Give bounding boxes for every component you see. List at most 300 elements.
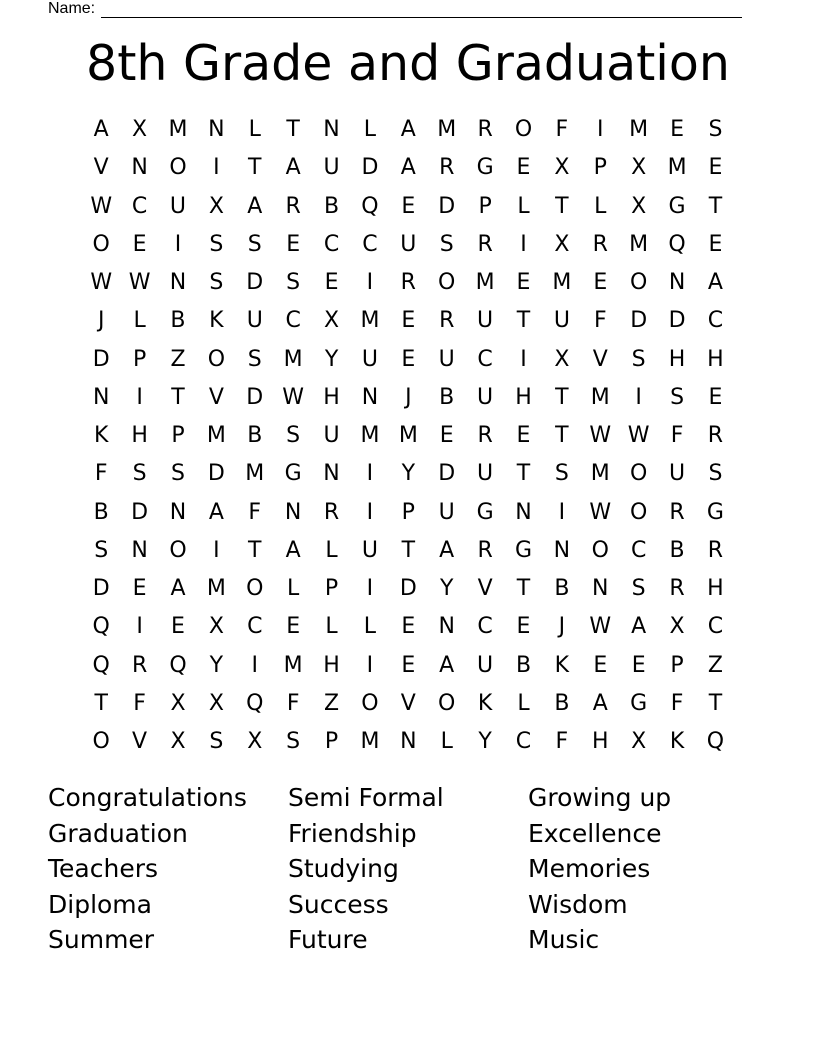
grid-letter: U <box>323 423 340 448</box>
grid-letter: C <box>362 231 378 257</box>
grid-letter: T <box>401 537 416 563</box>
grid-letter: J <box>97 308 105 334</box>
grid-letter: F <box>286 690 300 716</box>
grid-letter: Q <box>169 652 187 678</box>
grid-letter: A <box>400 155 416 181</box>
grid-letter: G <box>630 690 648 716</box>
grid-letter: U <box>669 461 686 487</box>
grid-letter: E <box>516 155 531 181</box>
grid-letter: A <box>93 117 109 142</box>
grid-letter: O <box>246 576 264 601</box>
grid-letter: I <box>520 231 527 257</box>
grid-letter: R <box>131 652 148 678</box>
word-list-item: Growing up <box>528 783 672 812</box>
word-list-item: Music <box>528 925 600 954</box>
grid-letter: P <box>478 193 492 219</box>
grid-letter: A <box>631 614 647 640</box>
grid-letter: E <box>324 270 339 295</box>
grid-letter: M <box>552 270 572 295</box>
grid-letter: G <box>476 155 494 181</box>
grid-letter: W <box>90 193 113 219</box>
grid-letter: U <box>477 461 494 487</box>
grid-letter: K <box>93 423 109 448</box>
word-list-item: Memories <box>528 854 651 883</box>
grid-letter: M <box>283 652 303 678</box>
grid-letter: L <box>594 193 607 219</box>
grid-letter: R <box>707 423 724 448</box>
grid-letter: T <box>94 690 108 716</box>
grid-letter: A <box>170 576 186 601</box>
grid-letter: N <box>169 499 187 525</box>
grid-letter: X <box>208 193 224 219</box>
grid-letter: E <box>516 423 531 448</box>
grid-letter: K <box>669 729 685 754</box>
grid-letter: X <box>669 614 685 640</box>
grid-letter: O <box>438 690 456 716</box>
grid-letter: V <box>93 155 109 181</box>
grid-letter: E <box>401 614 416 640</box>
grid-letter: F <box>555 729 569 754</box>
grid-letter: B <box>247 423 263 448</box>
word-list-item: Summer <box>48 925 155 954</box>
grid-letter: S <box>286 729 301 754</box>
grid-letter: N <box>515 499 532 525</box>
grid-letter: T <box>708 193 723 219</box>
grid-letter: L <box>325 537 338 563</box>
grid-letter: M <box>360 729 380 754</box>
grid-letter: F <box>670 690 684 716</box>
grid-letter: C <box>515 729 532 754</box>
grid-letter: I <box>558 499 566 525</box>
grid-letter: L <box>133 308 146 334</box>
grid-letter: E <box>708 155 723 181</box>
grid-letter: I <box>251 652 258 678</box>
grid-letter: W <box>589 614 612 640</box>
grid-letter: H <box>707 346 724 372</box>
grid-letter: W <box>128 270 151 295</box>
grid-letter: X <box>132 117 148 142</box>
grid-letter: C <box>247 614 263 640</box>
grid-letter: T <box>708 690 723 716</box>
grid-letter: M <box>206 423 226 448</box>
grid-letter: A <box>439 652 455 678</box>
grid-letter: Z <box>324 690 340 716</box>
grid-letter: C <box>477 614 493 640</box>
grid-letter: N <box>131 155 148 181</box>
grid-letter: X <box>170 729 186 754</box>
grid-letter: M <box>206 576 226 601</box>
grid-letter: G <box>668 193 686 219</box>
grid-letter: E <box>401 308 416 334</box>
grid-letter: E <box>132 576 147 601</box>
grid-letter: I <box>635 384 642 410</box>
grid-letter: I <box>597 117 604 142</box>
grid-letter: C <box>131 193 148 219</box>
word-list-item: Future <box>288 925 368 954</box>
grid-letter: O <box>92 231 110 257</box>
grid-letter: D <box>207 461 225 487</box>
grid-letter: D <box>92 346 110 372</box>
grid-letter: T <box>516 308 531 334</box>
grid-letter: Z <box>707 652 723 678</box>
grid-letter: C <box>285 308 301 334</box>
grid-letter: E <box>401 652 416 678</box>
grid-letter: V <box>400 690 416 716</box>
grid-letter: S <box>708 461 723 487</box>
grid-letter: F <box>670 423 684 448</box>
grid-letter: U <box>323 155 340 181</box>
grid-letter: S <box>286 423 301 448</box>
grid-letter: P <box>324 729 339 754</box>
grid-letter: A <box>400 117 416 142</box>
grid-letter: S <box>209 270 224 295</box>
word-list-item: Wisdom <box>528 889 628 919</box>
grid-letter: L <box>363 117 377 142</box>
grid-letter: R <box>477 231 493 257</box>
grid-letter: W <box>589 423 612 448</box>
grid-letter: T <box>286 117 300 142</box>
grid-letter: B <box>170 308 186 334</box>
grid-letter: A <box>439 537 455 563</box>
grid-letter: O <box>630 499 648 525</box>
grid-letter: V <box>477 576 493 601</box>
grid-letter: S <box>708 117 723 142</box>
grid-letter: C <box>477 346 493 372</box>
grid-letter: K <box>554 652 570 678</box>
grid-letter: T <box>555 384 569 410</box>
grid-letter: E <box>171 614 185 640</box>
grid-letter: G <box>284 461 302 487</box>
grid-letter: I <box>136 614 143 640</box>
grid-letter: F <box>94 461 108 487</box>
grid-letter: E <box>670 117 684 142</box>
page-title: 8th Grade and Graduation <box>86 35 730 92</box>
grid-letter: P <box>670 652 684 678</box>
grid-letter: N <box>361 384 379 410</box>
grid-letter: H <box>515 384 532 410</box>
grid-letter: T <box>516 461 531 487</box>
grid-letter: M <box>398 423 418 448</box>
grid-letter: R <box>285 193 301 219</box>
grid-letter: D <box>630 308 648 334</box>
grid-letter: D <box>92 576 110 601</box>
grid-letter: E <box>708 231 723 257</box>
grid-letter: I <box>366 652 374 678</box>
grid-letter: S <box>439 231 454 257</box>
grid-letter: W <box>282 384 305 410</box>
grid-letter: H <box>131 423 148 448</box>
grid-letter: M <box>283 346 303 372</box>
grid-letter: E <box>286 614 301 640</box>
grid-letter: Y <box>478 729 492 754</box>
grid-letter: E <box>593 652 608 678</box>
grid-letter: F <box>248 499 262 525</box>
grid-letter: D <box>131 499 149 525</box>
grid-letter: N <box>400 729 417 754</box>
grid-letter: Y <box>439 576 454 601</box>
grid-letter: N <box>131 537 148 563</box>
grid-letter: O <box>169 537 187 563</box>
grid-letter: A <box>247 193 263 219</box>
grid-letter: P <box>593 155 607 181</box>
grid-letter: L <box>248 117 261 142</box>
grid-letter: M <box>590 461 610 487</box>
grid-letter: A <box>285 537 301 563</box>
grid-letter: S <box>170 461 185 487</box>
grid-letter: K <box>209 308 224 334</box>
grid-letter: X <box>208 690 224 716</box>
grid-letter: I <box>213 537 220 563</box>
grid-letter: N <box>92 384 110 410</box>
grid-letter: M <box>168 117 188 142</box>
grid-letter: E <box>516 614 531 640</box>
word-list-item: Congratulations <box>48 783 247 812</box>
name-underline <box>101 2 742 18</box>
grid-letter: S <box>286 270 301 295</box>
grid-letter: U <box>246 308 263 334</box>
word-list <box>48 780 768 958</box>
grid-letter: H <box>323 652 340 678</box>
grid-letter: E <box>516 270 531 295</box>
word-list-item: Studying <box>288 854 399 883</box>
grid-letter: X <box>247 729 263 754</box>
grid-letter: O <box>92 729 110 754</box>
word-list-item: Graduation <box>48 818 188 848</box>
grid-letter: G <box>514 537 533 563</box>
grid-letter: X <box>554 231 570 257</box>
grid-letter: O <box>514 117 533 142</box>
grid-letter: V <box>592 346 608 372</box>
grid-letter: E <box>286 231 301 257</box>
grid-letter: L <box>363 614 377 640</box>
grid-letter: T <box>516 576 531 601</box>
grid-letter: N <box>592 576 609 601</box>
grid-letter: B <box>554 690 570 716</box>
word-list-item: Friendship <box>288 818 417 848</box>
grid-letter: M <box>629 117 649 142</box>
grid-letter: H <box>592 729 609 754</box>
grid-letter: K <box>477 690 493 716</box>
grid-letter: X <box>324 308 340 334</box>
word-list-item: Diploma <box>48 889 152 919</box>
grid-letter: M <box>437 117 457 142</box>
grid-letter: M <box>667 155 687 181</box>
grid-letter: P <box>132 346 147 372</box>
grid-letter: M <box>629 231 649 257</box>
grid-letter: F <box>555 117 569 142</box>
grid-letter: E <box>631 652 646 678</box>
grid-letter: O <box>630 461 648 487</box>
grid-letter: C <box>707 308 724 334</box>
grid-letter: S <box>554 461 569 487</box>
grid-letter: H <box>707 576 724 601</box>
grid-letter: R <box>477 537 493 563</box>
grid-letter: L <box>517 690 530 716</box>
grid-letter: I <box>366 499 374 525</box>
grid-letter: X <box>554 346 570 372</box>
grid-letter: I <box>136 384 143 410</box>
grid-letter: X <box>631 193 647 219</box>
grid-letter: R <box>439 155 455 181</box>
grid-letter: Q <box>246 690 264 716</box>
grid-letter: S <box>631 576 646 601</box>
grid-letter: U <box>400 231 417 257</box>
word-list-item: Success <box>288 889 389 919</box>
grid-letter: N <box>438 614 455 640</box>
grid-letter: B <box>554 576 570 601</box>
grid-letter: W <box>627 423 650 448</box>
grid-letter: D <box>399 576 417 601</box>
grid-letter: O <box>438 270 456 295</box>
grid-letter: F <box>593 308 607 334</box>
grid-letter: I <box>213 155 220 181</box>
grid-letter: S <box>631 346 646 372</box>
grid-letter: E <box>401 193 416 219</box>
grid-letter: I <box>366 576 374 601</box>
grid-letter: G <box>476 499 494 525</box>
grid-letter: X <box>631 155 647 181</box>
grid-letter: R <box>439 308 455 334</box>
grid-letter: E <box>708 384 723 410</box>
grid-letter: N <box>284 499 302 525</box>
grid-letter: M <box>360 423 380 448</box>
grid-letter: R <box>707 537 724 563</box>
grid-letter: S <box>209 231 224 257</box>
grid-letter: O <box>169 155 187 181</box>
grid-letter: D <box>246 384 264 410</box>
grid-letter: L <box>287 576 300 601</box>
grid-letter: I <box>366 270 374 295</box>
grid-letter: T <box>248 537 262 563</box>
grid-letter: B <box>515 652 532 678</box>
grid-letter: P <box>324 576 339 601</box>
grid-letter: B <box>439 384 455 410</box>
grid-letter: A <box>285 155 301 181</box>
grid-letter: C <box>707 614 724 640</box>
grid-letter: J <box>405 384 412 410</box>
grid-letter: Q <box>92 614 110 640</box>
grid-letter: H <box>323 384 340 410</box>
grid-letter: R <box>400 270 416 295</box>
grid-letter: T <box>555 423 569 448</box>
grid-letter: D <box>438 461 456 487</box>
letter-grid <box>82 111 735 761</box>
grid-letter: A <box>707 270 723 295</box>
grid-letter: Y <box>324 346 339 372</box>
grid-letter: X <box>554 155 570 181</box>
grid-letter: L <box>517 193 530 219</box>
grid-letter: T <box>555 193 569 219</box>
grid-letter: P <box>401 499 415 525</box>
grid-letter: U <box>477 652 494 678</box>
grid-letter: H <box>668 346 686 372</box>
grid-letter: Q <box>668 231 686 257</box>
grid-letter: I <box>174 231 182 257</box>
grid-letter: E <box>439 423 454 448</box>
grid-letter: M <box>475 270 495 295</box>
grid-letter: N <box>553 537 571 563</box>
grid-letter: S <box>94 537 109 563</box>
name-label: Name: <box>48 0 96 17</box>
grid-letter: R <box>592 231 608 257</box>
grid-letter: O <box>591 537 609 563</box>
grid-letter: Y <box>209 652 224 678</box>
grid-letter: N <box>208 117 225 142</box>
grid-letter: B <box>323 193 340 219</box>
grid-letter: I <box>520 346 527 372</box>
grid-letter: R <box>477 117 493 142</box>
grid-letter: A <box>592 690 608 716</box>
grid-letter: S <box>132 461 147 487</box>
grid-letter: W <box>589 499 612 525</box>
grid-letter: O <box>361 690 379 716</box>
grid-letter: N <box>323 461 340 487</box>
grid-letter: U <box>553 308 570 334</box>
grid-letter: S <box>209 729 224 754</box>
grid-letter: D <box>438 193 456 219</box>
grid-letter: R <box>477 423 493 448</box>
grid-letter: M <box>245 461 265 487</box>
grid-letter: M <box>360 308 380 334</box>
grid-letter: E <box>593 270 608 295</box>
grid-letter: R <box>669 576 685 601</box>
grid-letter: F <box>133 690 146 716</box>
grid-letter: A <box>208 499 224 525</box>
grid-letter: X <box>170 690 186 716</box>
grid-letter: O <box>630 270 648 295</box>
grid-letter: Y <box>401 461 416 487</box>
grid-letter: L <box>440 729 453 754</box>
grid-letter: D <box>361 155 379 181</box>
grid-letter: S <box>247 231 262 257</box>
grid-letter: U <box>361 537 378 563</box>
grid-letter: Q <box>706 729 725 754</box>
grid-letter: E <box>132 231 147 257</box>
grid-letter: U <box>169 193 187 219</box>
grid-letter: U <box>477 384 494 410</box>
name-field <box>48 0 742 18</box>
grid-letter: O <box>207 346 226 372</box>
grid-letter: P <box>171 423 185 448</box>
grid-letter: R <box>669 499 685 525</box>
grid-letter: N <box>169 270 187 295</box>
grid-letter: R <box>323 499 340 525</box>
grid-letter: Q <box>92 652 110 678</box>
grid-letter: M <box>590 384 610 410</box>
grid-letter: D <box>668 308 686 334</box>
word-list-item: Teachers <box>48 854 158 883</box>
grid-letter: I <box>366 461 374 487</box>
grid-letter: Q <box>361 193 379 219</box>
grid-letter: Z <box>170 346 186 372</box>
grid-letter: T <box>248 155 262 181</box>
word-list-item: Excellence <box>528 818 662 848</box>
grid-letter: U <box>438 346 455 372</box>
grid-letter: N <box>323 117 340 142</box>
grid-letter: T <box>171 384 185 410</box>
grid-letter: C <box>323 231 340 257</box>
grid-letter: U <box>477 308 494 334</box>
grid-letter: U <box>438 499 455 525</box>
grid-letter: V <box>208 384 224 410</box>
grid-letter: N <box>668 270 686 295</box>
grid-letter: S <box>670 384 685 410</box>
grid-letter: J <box>558 614 566 640</box>
grid-letter: V <box>132 729 148 754</box>
grid-letter: B <box>669 537 685 563</box>
grid-letter: B <box>93 499 109 525</box>
grid-letter: S <box>247 346 262 372</box>
